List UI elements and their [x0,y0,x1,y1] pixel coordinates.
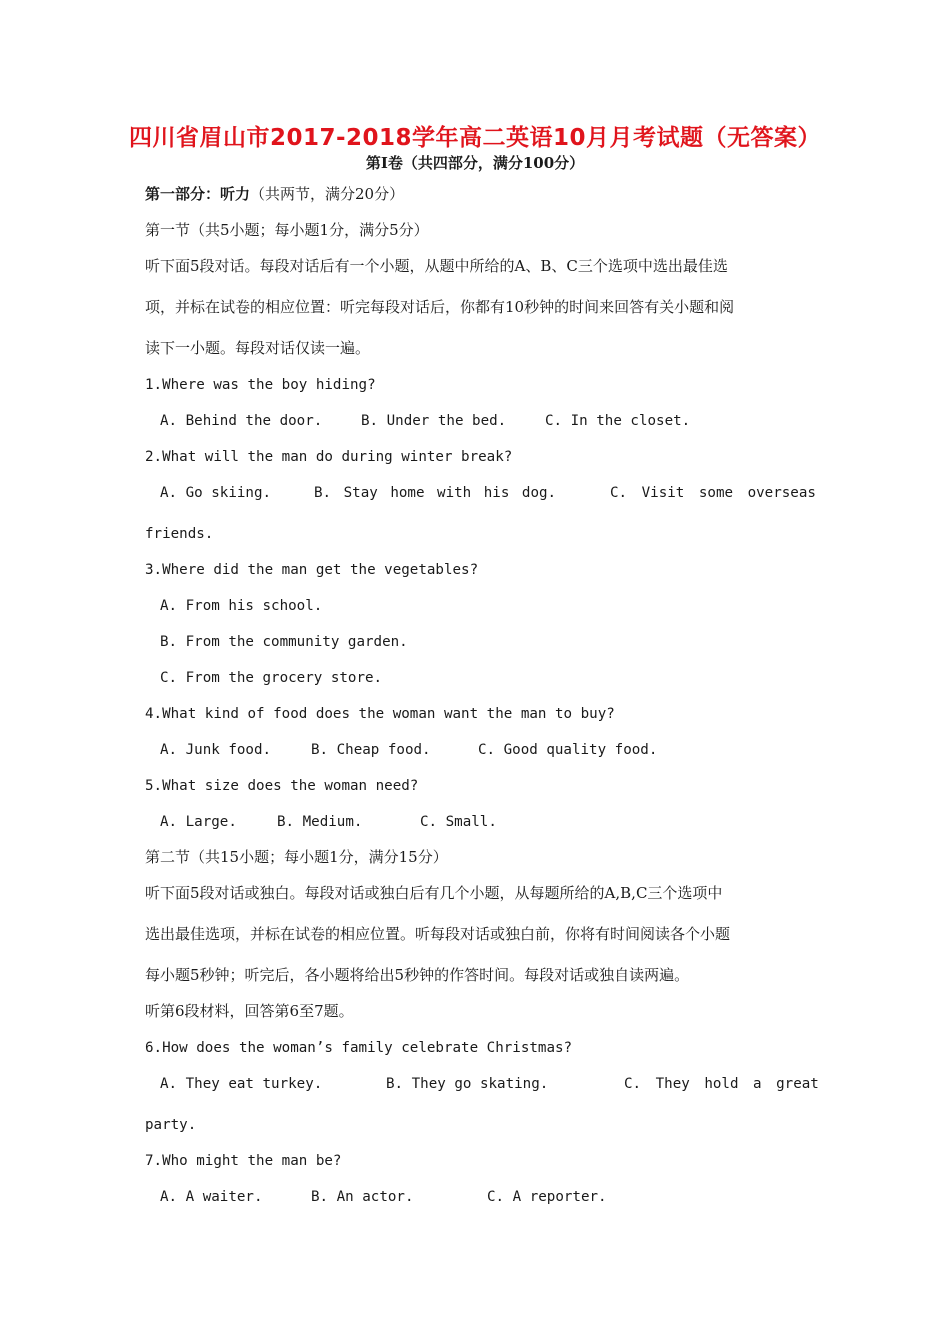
question-stem: 6.How does the woman’s family celebrate Christmas? [145,1040,573,1056]
option-a: A. Large. [160,814,237,830]
question-stem: 3.Where did the man get the vegetables? [145,562,479,578]
option-continuation: friends. [145,526,214,542]
section2-instruction-line: 听下面5段对话或独白。每段对话或独白后有几个小题，从每题所给的A,B,C三个选项中 [145,884,723,902]
option-b: B. Medium. [277,814,363,830]
option-a: A. They eat turkey. [160,1076,323,1092]
option-c: C. Visit some overseas [610,485,816,501]
option-b: B. From the community garden. [160,634,408,650]
question-stem: 5.What size does the woman need? [145,778,419,794]
option-continuation: party. [145,1117,197,1133]
section1-heading: 第一节（共5小题；每小题1分，满分5分） [145,221,429,239]
part1-heading [145,184,404,204]
option-c: C. Good quality food. [478,742,658,758]
option-c: C. In the closet. [545,413,691,429]
option-b: B. Under the bed. [361,413,507,429]
part1-heading-bold: 第一部分：听力 [145,185,251,203]
question-stem: 1.Where was the boy hiding? [145,377,376,393]
option-a: A. From his school. [160,598,323,614]
question-stem: 4.What kind of food does the woman want the man to buy? [145,706,615,722]
question-stem: 7.Who might the man be? [145,1153,342,1169]
section2-instruction-line: 每小题5秒钟；听完后，各小题将给出5秒钟的作答时间。每段对话或独自读两遍。 [145,966,690,984]
option-a: A. Junk food. [160,742,272,758]
section2-heading: 第二节（共15小题；每小题1分，满分15分） [145,848,448,866]
option-a: A. Behind the door. [160,413,323,429]
section1-instruction-line: 项，并标在试卷的相应位置：听完每段对话后，你都有10秒钟的时间来回答有关小题和阅 [145,298,735,316]
option-b: B. An actor. [311,1189,414,1205]
option-a: A. Go skiing. [160,485,272,501]
option-c: C. They hold a great [624,1076,819,1092]
part1-heading-rest: （共两节，满分20分） [250,185,405,203]
exam-subtitle: 第Ⅰ卷（共四部分，满分100分） [365,154,585,172]
question-stem: 2.What will the man do during winter break? [145,449,513,465]
section1-instruction-line: 读下一小题。每段对话仅读一遍。 [145,339,371,357]
section1-instruction-line: 听下面5段对话。每段对话后有一个小题，从题中所给的A、B、C三个选项中选出最佳选 [145,257,728,275]
option-c: C. A reporter. [487,1189,607,1205]
option-a: A. A waiter. [160,1189,263,1205]
option-b: B. Stay home with his dog. [314,485,557,501]
option-c: C. From the grocery store. [160,670,383,686]
section2-instruction-line: 选出最佳选项，并标在试卷的相应位置。听每段对话或独白前，你将有时间阅读各个小题 [145,925,731,943]
material-note: 听第6段材料，回答第6至7题。 [145,1002,354,1020]
option-b: B. Cheap food. [311,742,431,758]
option-c: C. Small. [420,814,497,830]
option-b: B. They go skating. [386,1076,549,1092]
exam-title: 四川省眉山市2017-2018学年高二英语10月月考试题（无答案） [128,125,822,151]
